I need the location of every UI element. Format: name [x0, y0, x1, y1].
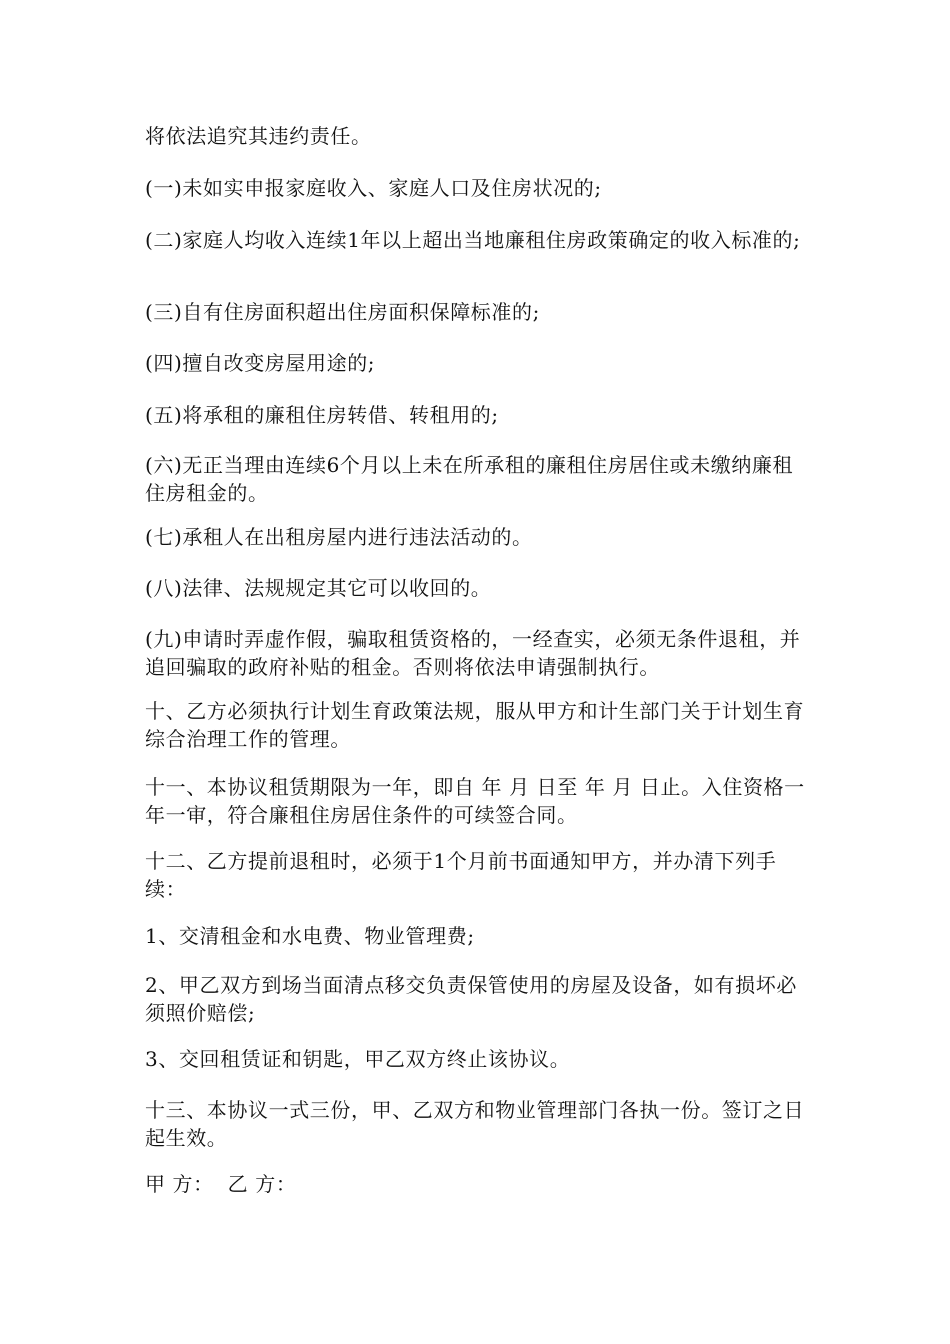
signature-line: 甲 方： 乙 方：: [145, 1172, 297, 1196]
paragraph-procedure-1: 1、交清租金和水电费、物业管理费;: [145, 924, 475, 948]
paragraph-procedure-3: 3、交回租赁证和钥匙，甲乙双方终止该协议。: [145, 1047, 571, 1071]
paragraph-clause-11: 十一、本协议租赁期限为一年，即自 年 月 日至 年 月 日止。入住资格一年一审，符合廉租住房居住条件的可续签合同。: [145, 775, 805, 827]
paragraph-item-7: (七)承租人在出租房屋内进行违法活动的。: [145, 525, 533, 549]
paragraph-item-5: (五)将承租的廉租住房转借、转租用的;: [145, 403, 499, 427]
paragraph-item-8: (八)法律、法规规定其它可以收回的。: [145, 576, 492, 600]
paragraph-item-3: (三)自有住房面积超出住房面积保障标准的;: [145, 300, 540, 324]
paragraph-item-1: (一)未如实申报家庭收入、家庭人口及住房状况的;: [145, 176, 602, 200]
paragraph-clause-12: 十二、乙方提前退租时，必须于1个月前书面通知甲方，并办清下列手续：: [145, 849, 777, 901]
paragraph-item-6: (六)无正当理由连续6个月以上未在所承租的廉租住房居住或未缴纳廉租住房租金的。: [145, 453, 794, 505]
paragraph-clause-10: 十、乙方必须执行计划生育政策法规，服从甲方和计生部门关于计划生育综合治理工作的管理。: [145, 699, 805, 751]
paragraph-item-4: (四)擅自改变房屋用途的;: [145, 351, 376, 375]
paragraph-procedure-2: 2、甲乙双方到场当面清点移交负责保管使用的房屋及设备，如有损坏必须照价赔偿;: [145, 973, 797, 1025]
paragraph-item-9: (九)申请时弄虚作假，骗取租赁资格的，一经查实，必须无条件退租，并追回骗取的政府补贴的租金。否则将依法申请强制执行。: [145, 627, 801, 679]
paragraph-clause-13: 十三、本协议一式三份，甲、乙双方和物业管理部门各执一份。签订之日起生效。: [145, 1098, 805, 1150]
paragraph-item-2: (二)家庭人均收入连续1年以上超出当地廉租住房政策确定的收入标准的;: [145, 228, 801, 252]
paragraph-breach-liability: 将依法追究其违约责任。: [145, 124, 372, 148]
